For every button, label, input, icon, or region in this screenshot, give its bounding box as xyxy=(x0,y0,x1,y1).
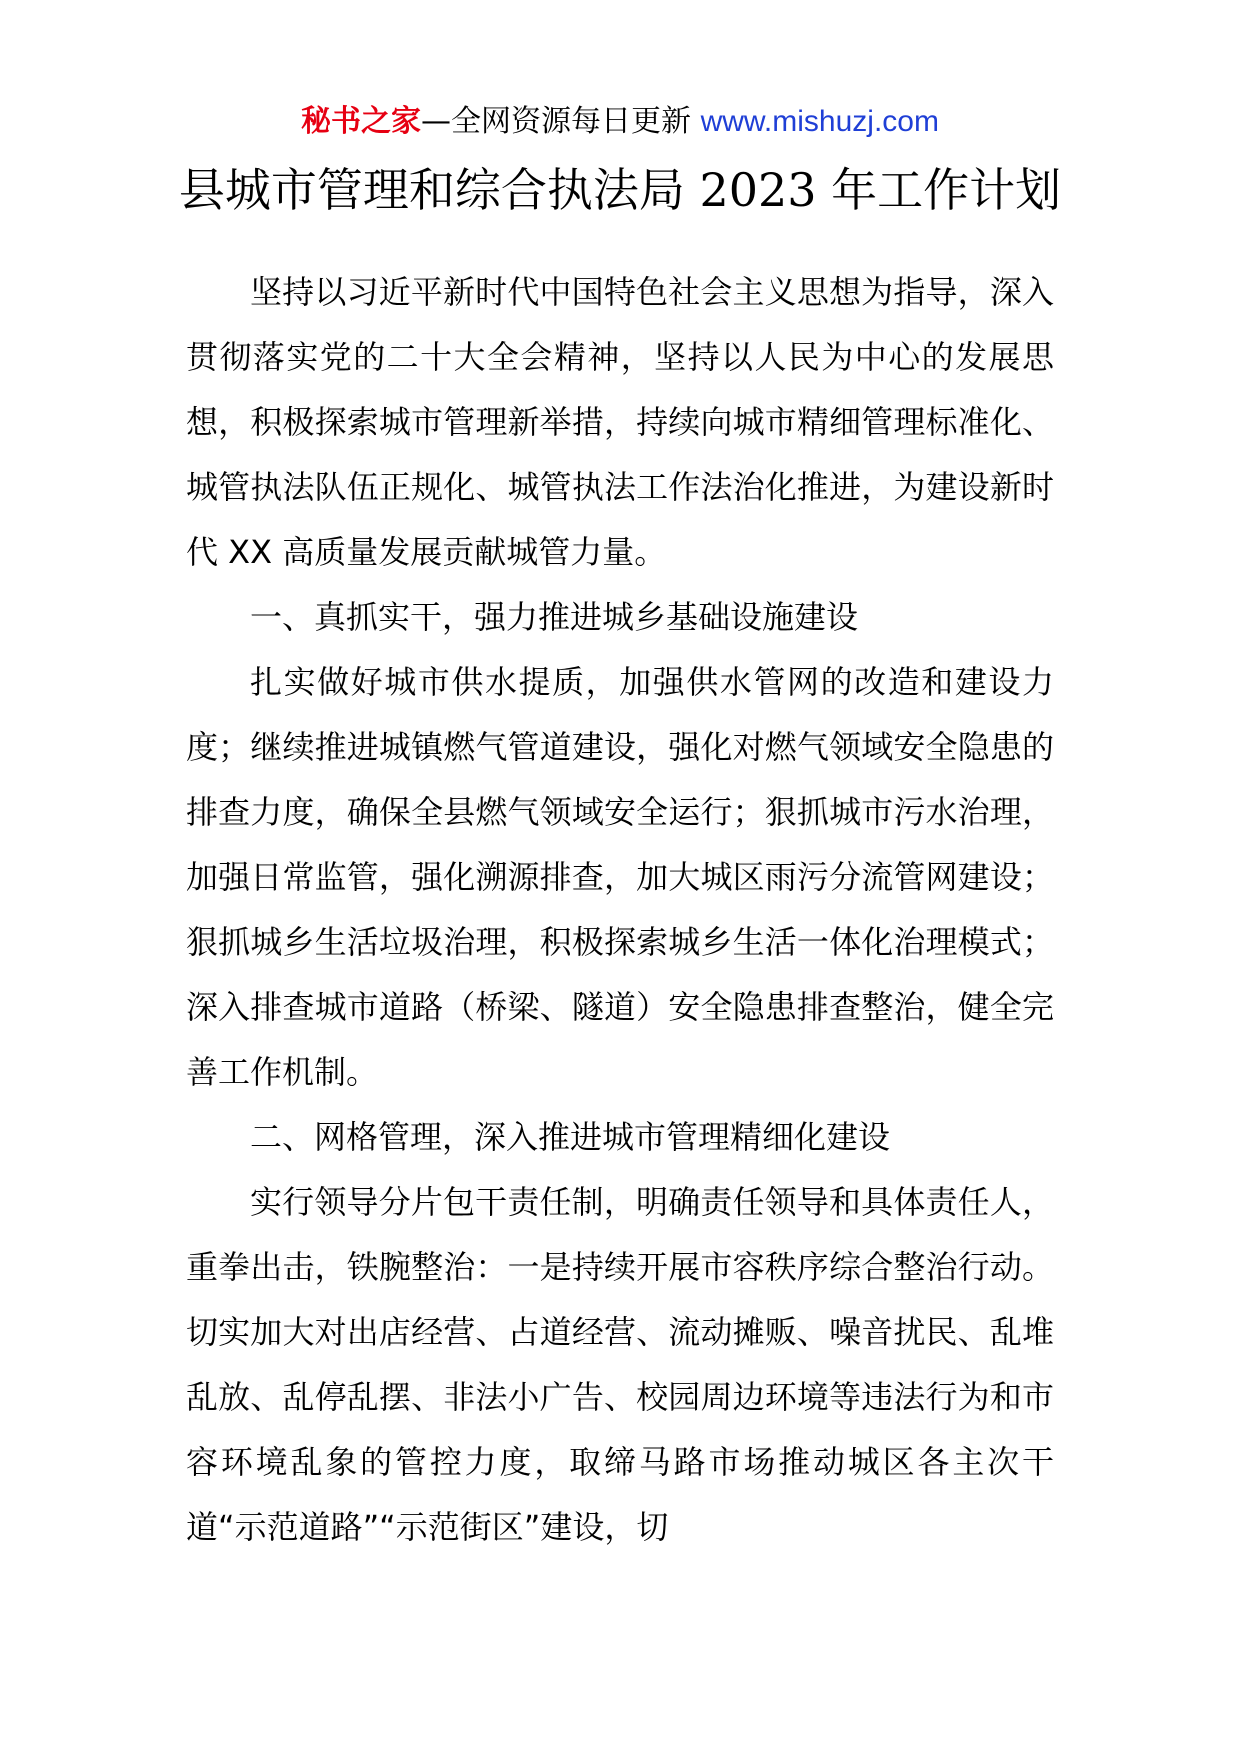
section-heading-1: 一、真抓实干，强力推进城乡基础设施建设 xyxy=(250,598,859,636)
section-heading-2: 二、网格管理，深入推进城市管理精细化建设 xyxy=(250,1118,891,1156)
intro-paragraph: 坚持以习近平新时代中国特色社会主义思想为指导，深入贯彻落实党的二十大全会精神，坚持以人民为中心的发展思想，积极探索城市管理新举措，持续向城市精细管理标准化、城管执法队伍正规化、城管执法工作法治化推进，为建设新时代 XX 高质量发展贡献城管力量。 xyxy=(186,273,1054,571)
site-tagline: —全网资源每日更新 xyxy=(421,104,692,139)
document-title: 县城市管理和综合执法局 2023 年工作计划 xyxy=(178,163,1062,217)
document-body xyxy=(186,260,1054,1560)
brand-name: 秘书之家 xyxy=(301,104,422,139)
site-header xyxy=(0,102,1240,142)
site-url-link[interactable]: www.mishuzj.com xyxy=(700,105,939,138)
section-1-paragraph: 扎实做好城市供水提质，加强供水管网的改造和建设力度；继续推进城镇燃气管道建设，强化对燃气领域安全隐患的排查力度，确保全县燃气领域安全运行；狠抓城市污水治理，加强日常监管，强化溯源排查，加大城区雨污分流管网建设；狠抓城乡生活垃圾治理，积极探索城乡生活一体化治理模式；深入排查城市道路（桥梁、隧道）安全隐患排查整治，健全完善工作机制。 xyxy=(186,663,1054,1091)
section-2-paragraph: 实行领导分片包干责任制，明确责任领导和具体责任人，重拳出击，铁腕整治：一是持续开展市容秩序综合整治行动。切实加大对出店经营、占道经营、流动摊贩、噪音扰民、乱堆乱放、乱停乱摆、非法小广告、校园周边环境等违法行为和市容环境乱象的管控力度，取缔马路市场推动城区各主次干道“示范道路”“示范街区”建设，切 xyxy=(186,1183,1054,1546)
